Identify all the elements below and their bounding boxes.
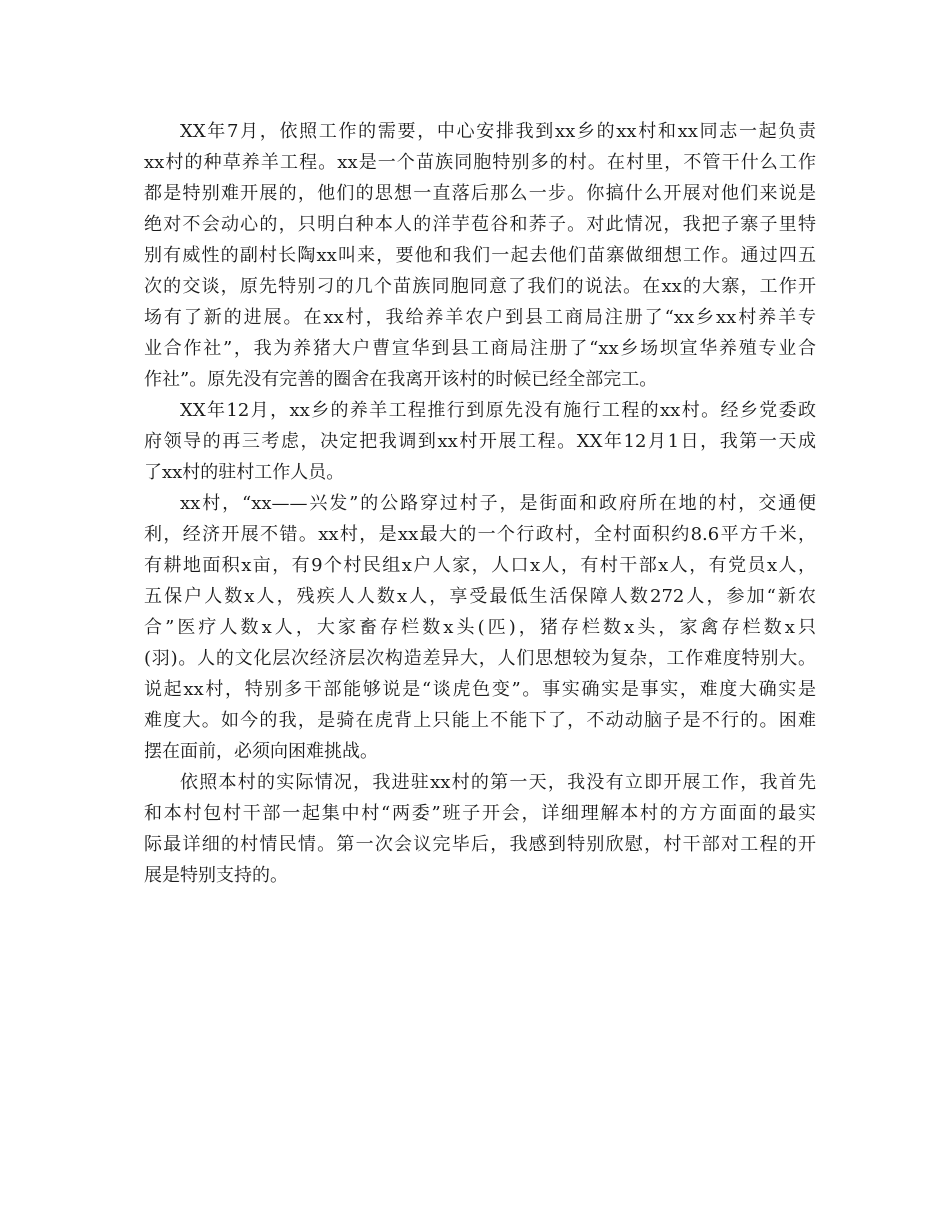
text-line: (羽)。人的文化层次经济层次构造差异大，人们思想较为复杂，工作难度特别大。	[144, 648, 816, 669]
text-line: 利，经济开展不错。xx村，是xx最大的一个行政村，全村面积约8.6平方千米，	[144, 524, 816, 545]
document-body	[144, 116, 816, 891]
paragraph-4	[144, 767, 816, 891]
text-line: 业合作社”，我为养猪大户曹宣华到县工商局注册了“xx乡场坝宣华养殖专业合	[144, 338, 816, 359]
text-line: 展是特别支持的。	[144, 865, 288, 886]
text-line: 都是特别难开展的，他们的思想一直落后那么一步。你搞什么开展对他们来说是	[144, 183, 816, 204]
text-line: 依照本村的实际情况，我进驻xx村的第一天，我没有立即开展工作，我首先	[180, 772, 816, 793]
text-line: 绝对不会动心的，只明白种本人的洋芋苞谷和荞子。对此情况，我把子寨子里特	[144, 214, 816, 235]
text-line: 次的交谈，原先特别刁的几个苗族同胞同意了我们的说法。在xx的大寨，工作开	[144, 276, 816, 297]
paragraph-2	[144, 395, 816, 488]
text-line: xx村，“xx——兴发”的公路穿过村子，是街面和政府所在地的村，交通便	[180, 493, 816, 514]
text-line: 和本村包村干部一起集中村“两委”班子开会，详细理解本村的方方面面的最实	[144, 803, 816, 824]
text-line: XX年7月，依照工作的需要，中心安排我到xx乡的xx村和xx同志一起负责	[180, 121, 816, 142]
text-line: 作社”。原先没有完善的圈舍在我离开该村的时候已经全部完工。	[144, 369, 658, 390]
text-line: 际最详细的村情民情。第一次会议完毕后，我感到特别欣慰，村干部对工程的开	[144, 834, 816, 855]
text-line: 说起xx村，特别多干部能够说是“谈虎色变”。事实确实是事实，难度大确实是	[144, 679, 816, 700]
text-line: XX年12月，xx乡的养羊工程推行到原先没有施行工程的xx村。经乡党委政	[180, 400, 816, 421]
paragraph-3	[144, 488, 816, 767]
text-line: 摆在面前，必须向困难挑战。	[144, 741, 378, 762]
text-line: 场有了新的进展。在xx村，我给养羊农户到县工商局注册了“xx乡xx村养羊专	[144, 307, 816, 328]
text-line: 有耕地面积x亩，有9个村民组x户人家，人口x人，有村干部x人，有党员x人，	[144, 555, 816, 576]
text-line: 难度大。如今的我，是骑在虎背上只能上不能下了，不动动脑子是不行的。困难	[144, 710, 816, 731]
text-line: xx村的种草养羊工程。xx是一个苗族同胞特别多的村。在村里，不管干什么工作	[144, 152, 816, 173]
text-line: 五保户人数x人，残疾人人数x人，享受最低生活保障人数272人，参加“新农	[144, 586, 816, 607]
paragraph-1	[144, 116, 816, 395]
text-line: 合”医疗人数x人，大家畜存栏数x头(匹)，猪存栏数x头，家禽存栏数x只	[144, 617, 816, 638]
text-line: 府领导的再三考虑，决定把我调到xx村开展工程。XX年12月1日，我第一天成	[144, 431, 816, 452]
text-line: 别有威性的副村长陶xx叫来，要他和我们一起去他们苗寨做细想工作。通过四五	[144, 245, 816, 266]
text-line: 了xx村的驻村工作人员。	[144, 462, 345, 483]
